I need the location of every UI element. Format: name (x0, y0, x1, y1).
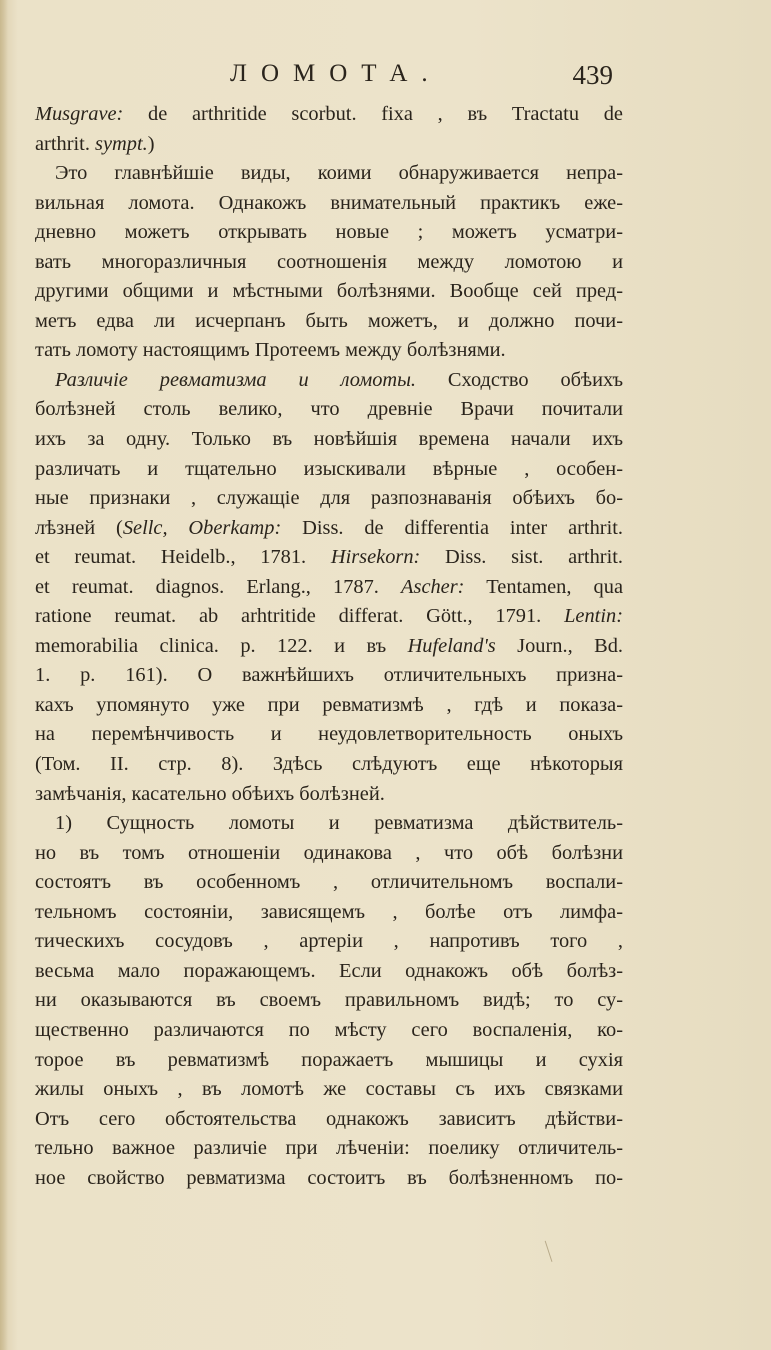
text-segment: но въ томъ отношеніи одинакова , что обѣ болѣзни (35, 841, 623, 864)
text-line (35, 100, 623, 130)
running-title: ЛОМОТА. (230, 60, 442, 87)
text-line (35, 248, 623, 278)
text-segment: ные признаки , служащіе для разпознаванія обѣихъ бо- (35, 487, 623, 510)
text-line (35, 1046, 623, 1076)
text-line (35, 336, 623, 366)
italic-text: Различіе ревматизма и ломоты. (55, 368, 417, 391)
text-line (35, 661, 623, 691)
text-segment: ratione reumat. ab arhtritide differat. Gött., 1791. (35, 605, 565, 628)
italic-text: Lentin: (564, 605, 623, 628)
text-line (35, 395, 623, 425)
italic-text: Musgrave: (35, 103, 124, 125)
text-segment: тическихъ сосудовъ , артеріи , напротивъ того , (35, 930, 623, 953)
text-line (35, 573, 623, 603)
text-line (35, 1164, 623, 1194)
text-line (35, 543, 623, 573)
page-gutter-shadow (0, 0, 8, 1350)
italic-text: sympt. (95, 132, 148, 155)
text-segment: Journ., Bd. (495, 634, 623, 657)
text-line (35, 839, 623, 869)
text-segment: вать многоразличныя соотношенія между ломотою и (35, 250, 623, 273)
text-line (35, 1105, 623, 1135)
text-segment: состоятъ въ особенномъ , отличительномъ воспали- (35, 871, 623, 894)
text-segment: memorabilia clinica. p. 122. и въ (35, 634, 408, 657)
text-line (35, 691, 623, 721)
text-segment: de arthritide scorbut. fixa , въ Tractatu de (123, 103, 623, 125)
text-segment: тельномъ состояніи, зависящемъ , болѣе отъ лимфа- (35, 900, 623, 923)
text-line (35, 307, 623, 337)
text-segment: кахъ упомянуто уже при ревматизмѣ , гдѣ и показа- (35, 693, 623, 716)
text-line (35, 1075, 623, 1105)
text-line (35, 189, 623, 219)
text-line (35, 455, 623, 485)
text-line (35, 1016, 623, 1046)
italic-text: Hirsekorn: (330, 546, 421, 569)
text-segment: arthrit. (35, 132, 96, 155)
text-segment: Diss. sist. arthrit. (420, 546, 623, 569)
text-segment: жилы оныхъ , въ ломотѣ же составы съ ихъ связками (35, 1078, 623, 1101)
page-header (0, 60, 771, 96)
text-segment: Diss. de differentia inter arthrit. (281, 516, 623, 539)
text-segment: болѣзней столь велико, что древніе Врачи почитали (35, 398, 623, 421)
text-line (35, 159, 623, 189)
text-segment: вильная ломота. Однакожъ внимательный практикъ еже- (35, 191, 623, 214)
italic-text: Ascher: (401, 575, 465, 598)
text-segment: замѣчанія, касательно обѣихъ болѣзней. (35, 782, 385, 805)
text-line (35, 868, 623, 898)
text-segment: Сходство обѣихъ (416, 368, 623, 391)
text-line (35, 602, 623, 632)
text-line (35, 632, 623, 662)
text-segment: Tentamen, qua (464, 575, 623, 598)
text-segment: весьма мало поражающемъ. Если однакожъ обѣ болѣз- (35, 959, 623, 982)
text-segment: Отъ сего обстоятельства однакожъ зависитъ дѣйстви- (35, 1107, 623, 1130)
text-line (35, 898, 623, 928)
text-segment: Это главнѣйшіе виды, коими обнаруживается непра- (55, 162, 623, 185)
text-segment: лѣзней ( (35, 516, 123, 539)
text-line (35, 130, 623, 160)
text-line (35, 986, 623, 1016)
text-line (35, 927, 623, 957)
text-segment: тельно важное различіе при лѣченіи: поелику отличитель- (35, 1137, 623, 1160)
text-segment: ихъ за одну. Только въ новѣйшія времена начали ихъ (35, 428, 623, 451)
text-line (35, 780, 623, 810)
text-segment: другими общими и мѣстными болѣзнями. Вообще сей пред- (35, 280, 623, 303)
text-segment: 1) Сущность ломоты и ревматизма дѣйствитель- (55, 812, 623, 835)
text-line (35, 1134, 623, 1164)
italic-text: Hufeland's (407, 634, 496, 657)
text-line (35, 809, 623, 839)
text-line (35, 957, 623, 987)
text-line (35, 720, 623, 750)
text-segment: (Том. II. стр. 8). Здѣсь слѣдуютъ еще нѣкоторыя (35, 753, 623, 776)
text-line (35, 277, 623, 307)
text-segment: дневно можетъ открывать новые ; можетъ усматри- (35, 221, 623, 244)
text-segment: ) (147, 132, 155, 155)
text-line (35, 366, 623, 396)
text-segment: различать и тщательно изыскивали вѣрные , особен- (35, 457, 623, 480)
text-line (35, 425, 623, 455)
text-segment: щественно различаются по мѣсту сего воспаленія, ко- (35, 1018, 623, 1041)
text-segment: на перемѣнчивость и неудовлетворительность оныхъ (35, 723, 623, 746)
text-segment: тать ломоту настоящимъ Протеемъ между болѣзнями. (35, 339, 506, 362)
text-segment: et reumat. diagnos. Erlang., 1787. (35, 575, 402, 598)
text-line (35, 218, 623, 248)
text-segment: 1. p. 161). О важнѣйшихъ отличительныхъ призна- (35, 664, 623, 687)
text-segment: ное свойство ревматизма состоитъ въ болѣзненномъ по- (35, 1166, 623, 1189)
text-segment: метъ едва ли исчерпанъ быть можетъ, и должно почи- (35, 309, 623, 332)
pencil-mark (545, 1240, 555, 1262)
page-number: 439 (572, 60, 613, 90)
text-line (35, 750, 623, 780)
body-text (35, 100, 623, 1193)
text-segment: ни оказываются въ своемъ правильномъ видѣ; то су- (35, 989, 623, 1012)
text-line (35, 484, 623, 514)
text-segment: et reumat. Heidelb., 1781. (35, 546, 331, 569)
text-line (35, 514, 623, 544)
italic-text: Sellc, Oberkamp: (122, 516, 282, 539)
text-segment: торое въ ревматизмѣ поражаетъ мышицы и сухія (35, 1048, 623, 1071)
